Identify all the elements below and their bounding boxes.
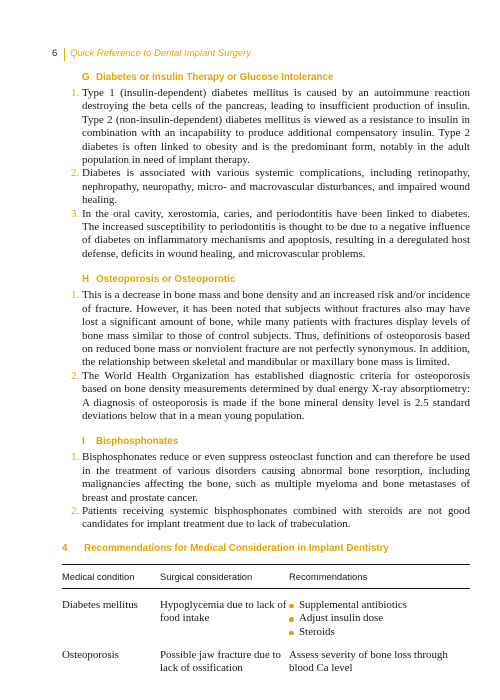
table-header-row xyxy=(62,564,470,588)
table-row xyxy=(62,588,470,639)
list-item xyxy=(71,451,470,505)
column-header-condition: Medical condition xyxy=(62,564,160,588)
item-text: Patients receiving systemic bisphosphonates combined with steroids are not good candidates for implant treatment due to lack of trabeculation. xyxy=(82,504,470,531)
section-title: Osteoporosis or Osteoporotic xyxy=(96,274,236,286)
section-i-list xyxy=(71,451,470,531)
running-title: Quick Reference to Dental Implant Surgery xyxy=(70,48,252,59)
item-text: The World Health Organization has established diagnostic criteria for osteoporosis based on bone density measurements determined by dual energy X-ray absorptiometry: A diagnosis of osteoporosis is made if the bone mineral density level is 2.5 standard deviations below that in a mean young population. xyxy=(82,369,470,422)
bullet-icon xyxy=(289,604,294,609)
column-header-recommendations: Recommendations xyxy=(289,564,470,588)
section-title: Diabetes or Insulin Therapy or Glucose Intolerance xyxy=(96,72,334,83)
section-h-list xyxy=(71,289,470,423)
table-row xyxy=(62,639,470,676)
list-item xyxy=(71,87,470,167)
page-header xyxy=(52,48,472,62)
bullet-icon xyxy=(289,617,294,622)
cell-condition: Osteoporosis xyxy=(62,649,119,661)
item-text: Bisphosphonates reduce or even suppress osteoclast function and can therefore be used in the treatment of various disorders causing abnormal bone resorption, including malignancies affecting the bone, such as multiple myeloma and bone metastases of breast and prostate cancer. xyxy=(82,451,470,504)
list-item xyxy=(71,504,470,532)
recommendation-item: Adjust insulin dose xyxy=(289,612,470,625)
list-item xyxy=(71,207,470,262)
item-number: 2. xyxy=(71,369,80,382)
item-number: 1. xyxy=(71,451,80,464)
header-divider xyxy=(64,48,65,61)
cell-surgical: Hypoglycemia due to lack of food intake xyxy=(160,598,287,625)
section-heading-i xyxy=(82,435,470,449)
column-header-surgical: Surgical consideration xyxy=(160,564,289,588)
page-number: 6 xyxy=(52,48,58,59)
recommendations-table xyxy=(62,564,470,676)
section-g-list xyxy=(71,87,470,261)
cell-recommendations xyxy=(289,588,470,639)
section-heading-g xyxy=(82,71,470,85)
list-item xyxy=(71,167,470,207)
cell-recommendations: Assess severity of bone loss through blood Ca level xyxy=(289,649,448,675)
recommendation-item: Steroids xyxy=(289,626,470,639)
table-title xyxy=(62,542,470,556)
item-text: Type 1 (insulin-dependent) diabetes mellitus is caused by an autoimmune reaction destroying the beta cells of the pancreas, leading to insufficient production of insulin. Type 2 (non-insulin-dependent) diabetes mellitus is viewed as a resistance to insulin in combination with an incapability to produce additional compensatory insulin. Type 2 diabetes is often linked to obesity and is the predominant form, notably in the adult population in need of implant therapy. xyxy=(82,87,470,167)
recommendation-item: Supplemental antibiotics xyxy=(289,599,470,612)
list-item xyxy=(71,289,470,369)
list-item xyxy=(71,369,470,424)
cell-condition: Diabetes mellitus xyxy=(62,598,138,611)
section-letter: H xyxy=(82,274,90,286)
item-number: 1. xyxy=(71,289,80,302)
cell-surgical: Possible jaw fracture due to lack of ossification xyxy=(160,649,281,675)
table-number: 4 xyxy=(62,542,68,554)
section-letter: G xyxy=(82,72,90,83)
item-text: Diabetes is associated with various systemic complications, including retinopathy, nephropathy, neuropathy, micro- and macrovascular disturbances, and impaired wound healing. xyxy=(82,167,470,207)
item-number: 3. xyxy=(71,207,80,220)
item-text: This is a decrease in bone mass and bone density and an increased risk and/or incidence of fracture. However, it has been noted that subjects without fractures also may have lost a significant amount of bone, while many patients with fractures display levels of bone mass similar to those of control subjects. Thus, definitions of osteoporosis based on reduced bone mass or nonviolent fracture are not perfectly synonymous. In addition, the relationship between skeletal and mandibular or maxillary bone mass is limited. xyxy=(82,289,470,369)
section-heading-h xyxy=(82,273,470,287)
bullet-icon xyxy=(289,631,294,636)
item-text: In the oral cavity, xerostomia, caries, and periodontitis have been linked to diabetes. The increased susceptibility to periodontitis is thought to be due to a negative influence of diabetes on inflammatory mechanisms and apoptosis, resulting in a deregulated host defense, deficits in wound healing, and microvascular problems. xyxy=(82,207,470,260)
item-number: 2. xyxy=(71,504,80,517)
item-number: 2. xyxy=(71,167,80,180)
table-title-text: Recommendations for Medical Consideration in Implant Dentistry xyxy=(84,542,389,554)
section-title: Bisphosphonates xyxy=(96,436,179,448)
section-letter: I xyxy=(82,436,85,448)
recommendation-list xyxy=(289,599,470,639)
item-number: 1. xyxy=(71,87,80,99)
page-content xyxy=(62,71,470,676)
